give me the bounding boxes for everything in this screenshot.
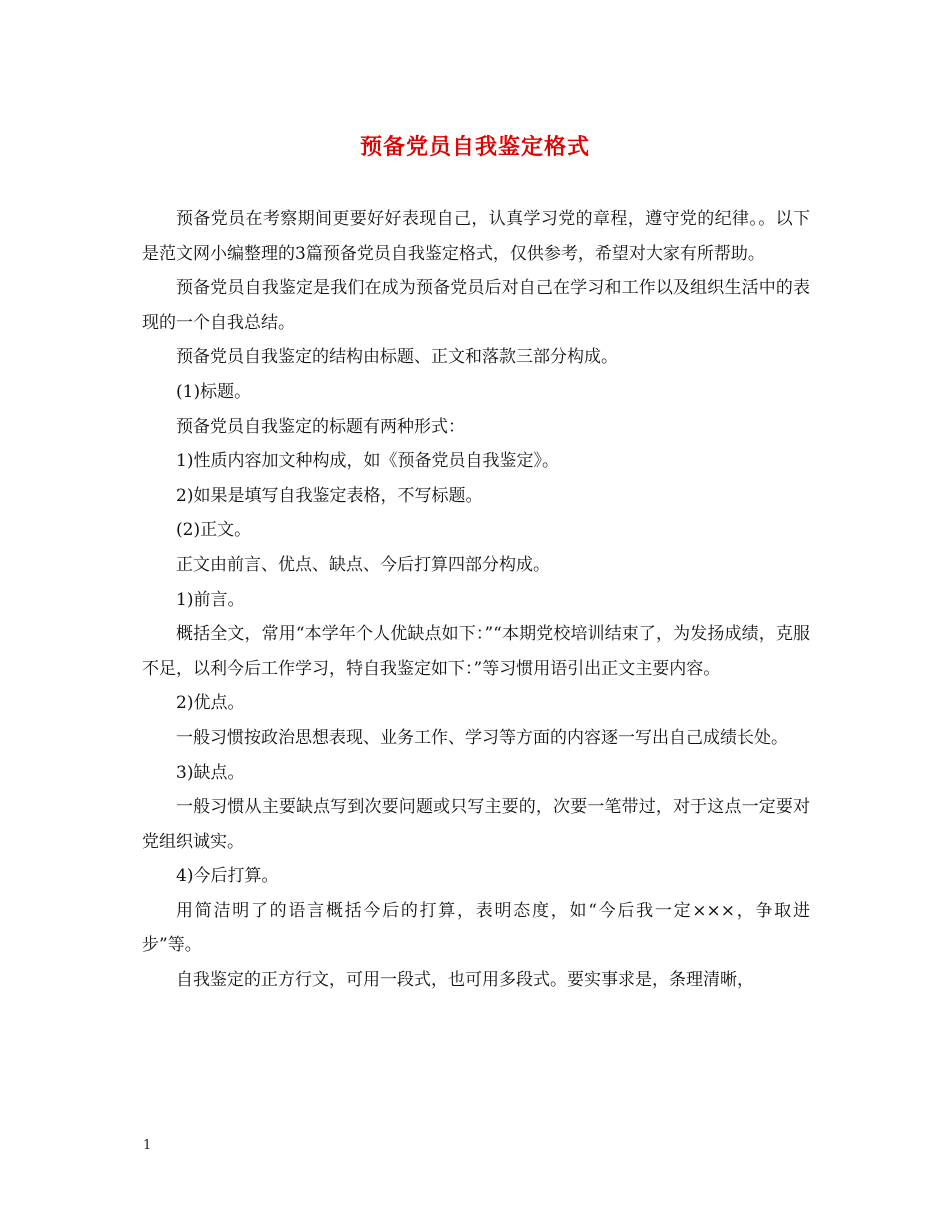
paragraph: 2)优点。 xyxy=(176,693,245,714)
paragraph: (2)正文。 xyxy=(176,520,252,541)
paragraph: 1)前言。 xyxy=(176,589,245,610)
paragraph: 一般习惯从主要缺点写到次要问题或只写主要的，次要一笔带过，对于这点一定要对党组织诚实。 xyxy=(142,797,810,852)
paragraph: 2)如果是填写自我鉴定表格，不写标题。 xyxy=(176,485,483,506)
paragraph: 预备党员在考察期间更要好好表现自己，认真学习党的章程，遵守党的纪律。。以下是范文网小编整理的3篇预备党员自我鉴定格式，仅供参考，希望对大家有所帮助。 xyxy=(142,209,810,264)
document-body xyxy=(142,202,810,998)
paragraph: 3)缺点。 xyxy=(176,762,245,783)
paragraph: 预备党员自我鉴定的标题有两种形式： xyxy=(176,416,465,437)
paragraph: (1)标题。 xyxy=(176,381,252,402)
paragraph: 用简洁明了的语言概括今后的打算，表明态度，如“今后我一定×××，争取进步”等。 xyxy=(142,900,810,956)
paragraph: 自我鉴定的正方行文，可用一段式，也可用多段式。要实事求是，条理清晰， xyxy=(176,970,754,991)
page-number: 1 xyxy=(143,1138,152,1153)
paragraph: 正文由前言、优点、缺点、今后打算四部分构成。 xyxy=(176,554,550,575)
paragraph: 预备党员自我鉴定是我们在成为预备党员后对自己在学习和工作以及组织生活中的表现的一个自我总结。 xyxy=(142,278,810,333)
paragraph: 预备党员自我鉴定的结构由标题、正文和落款三部分构成。 xyxy=(176,347,618,368)
paragraph: 一般习惯按政治思想表现、业务工作、学习等方面的内容逐一写出自己成绩长处。 xyxy=(176,727,788,748)
paragraph: 概括全文，常用“本学年个人优缺点如下：”“本期党校培训结束了，为发扬成绩，克服不足，以利今后工作学习，特自我鉴定如下：”等习惯用语引出正文主要内容。 xyxy=(142,624,810,679)
paragraph: 1)性质内容加文种构成，如《预备党员自我鉴定》。 xyxy=(176,451,559,472)
paragraph: 4)今后打算。 xyxy=(176,866,279,887)
document-title: 预备党员自我鉴定格式 xyxy=(359,134,590,160)
